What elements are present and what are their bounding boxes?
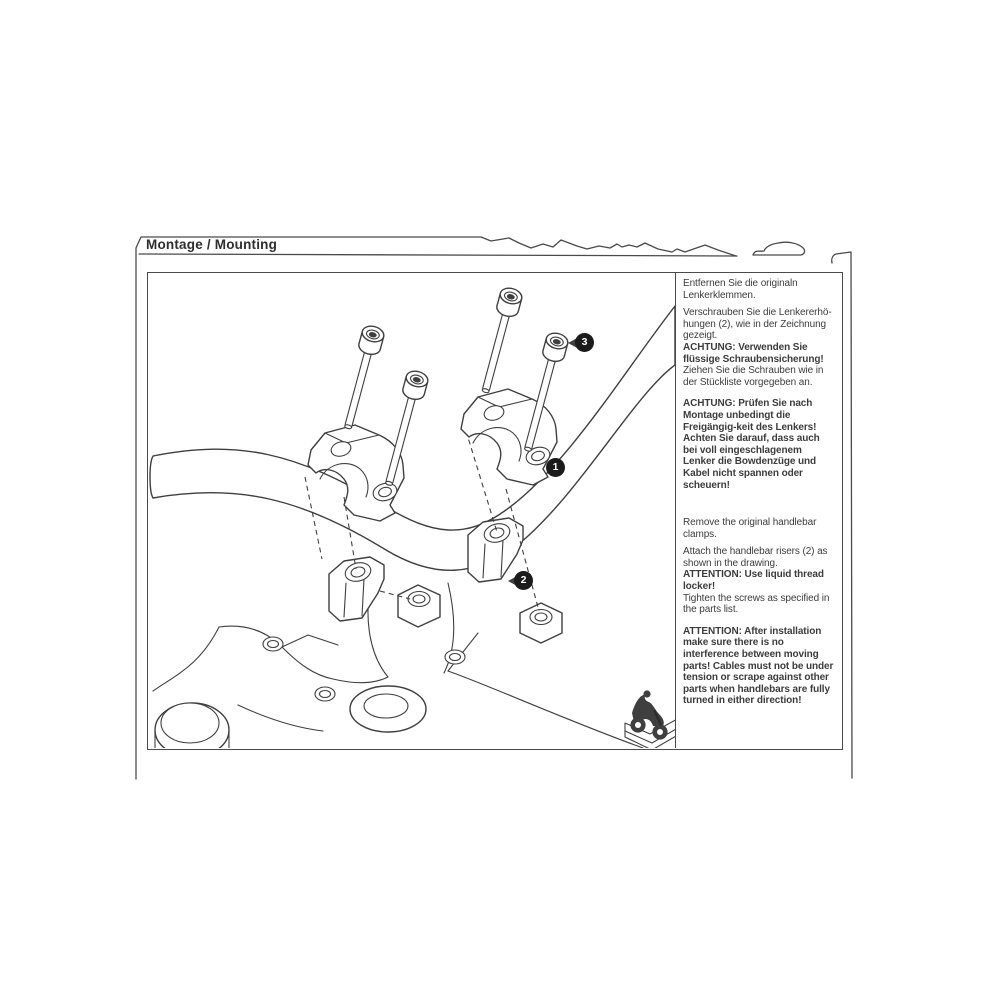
callout-3: 3 xyxy=(575,333,594,352)
callout-1: 1 xyxy=(546,458,565,477)
paper-curl xyxy=(753,242,805,255)
instruction-en-1: Remove the original handlebar clamps. xyxy=(683,517,817,540)
handlebar xyxy=(150,306,675,570)
section-title: Montage / Mounting xyxy=(146,237,278,252)
upper-triple-clamp xyxy=(153,573,643,748)
title-rule xyxy=(139,254,737,256)
motorcycle-rider-icon xyxy=(625,690,675,748)
steering-stem-nut xyxy=(350,686,426,732)
callout-2: 2 xyxy=(514,571,533,590)
instruction-en-warning-1: ATTENTION: Use liquid thread locker! xyxy=(683,569,824,593)
exploded-diagram xyxy=(148,273,675,748)
socket-head-screw xyxy=(475,286,524,395)
instruction-de-warning-2: ACHTUNG: Prüfen Sie nach Montage unbedingt die Freigängig-keit des Lenkers! Achten Sie darauf, dass auch bei voll eingeschlagenem Lenker die Bowdenzüge und Kabel nicht spannen oder scheuern! xyxy=(683,398,820,491)
riser-mount-boss xyxy=(398,585,562,643)
instructions-column xyxy=(675,273,841,748)
instruction-en-3: Tighten the screws as specified in the parts list. xyxy=(683,592,830,616)
socket-head-screw xyxy=(337,324,386,431)
instruction-en-warning-2: ATTENTION: After installation make sure there is no interference between moving parts! Cables must not be under tension or scrape against other parts when handlebars are fully turned in either direction! xyxy=(683,625,834,707)
instruction-de-1: Entfernen Sie die originaln Lenkerklemmen. xyxy=(683,278,798,301)
instruction-de-2: Verschrauben Sie die Lenkererhö-hungen (2), wie in der Zeichnung gezeigt. xyxy=(683,307,832,342)
handlebar-riser-left xyxy=(329,557,384,621)
instruction-de-warning-1: ACHTUNG: Verwenden Sie flüssige Schraubensicherung! xyxy=(683,341,824,365)
diagram-panel xyxy=(147,272,843,750)
fork-tube-cap xyxy=(155,703,229,748)
instruction-de-3: Ziehen Sie die Schrauben wie in der Stückliste vorgegeben an. xyxy=(683,365,824,388)
instruction-en-2: Attach the handlebar risers (2) as shown in the drawing. xyxy=(683,546,828,569)
